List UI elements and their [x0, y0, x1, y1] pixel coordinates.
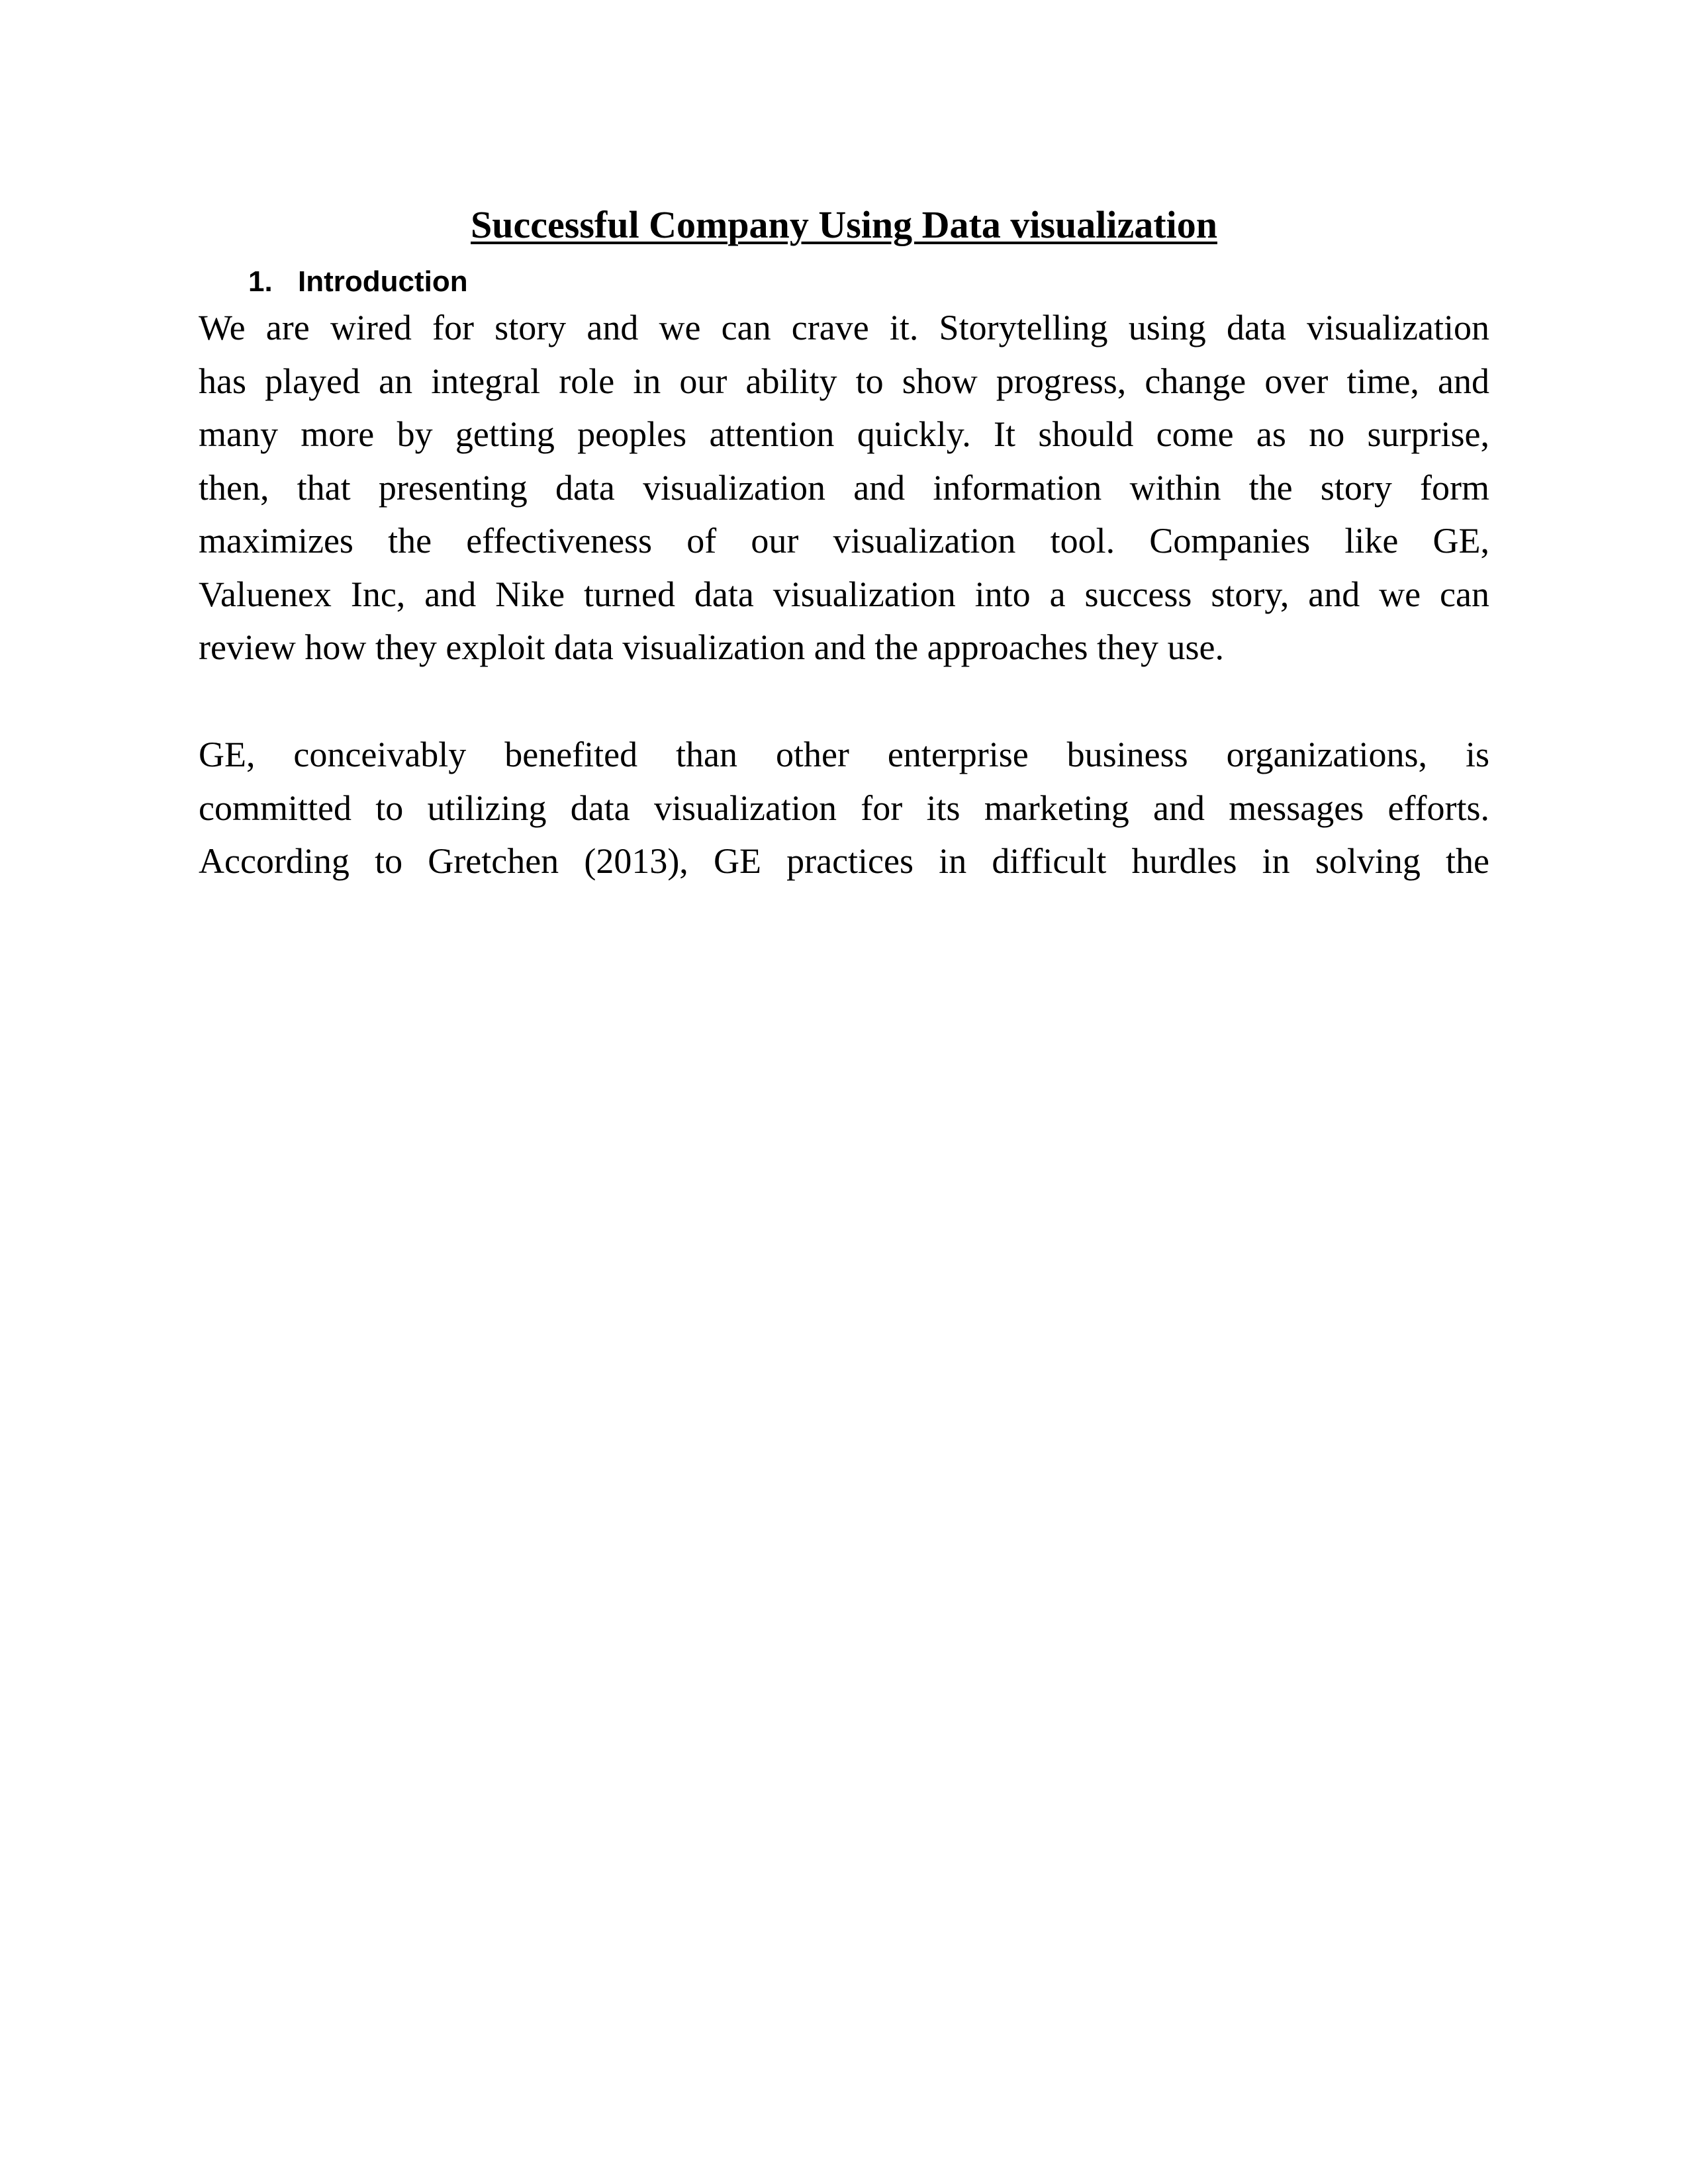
paragraph-line: has played an integral role in our ability to show progress, change over time, and: [199, 361, 1489, 401]
section-heading-text: Introduction: [298, 265, 468, 298]
section-number: 1.: [248, 265, 273, 298]
section-heading: [248, 263, 468, 300]
paragraph-line: review how they exploit data visualization and the approaches they use.: [199, 627, 1224, 667]
paragraph-line: many more by getting peoples attention quickly. It should come as no surprise,: [199, 414, 1489, 454]
paragraph-line: We are wired for story and we can crave it. Storytelling using data visualization: [199, 308, 1489, 347]
paragraph-line: Valuenex Inc, and Nike turned data visualization into a success story, and we can: [199, 574, 1489, 614]
paragraph-line: committed to utilizing data visualization for its marketing and messages efforts.: [199, 788, 1489, 828]
document-title: Successful Company Using Data visualization: [471, 203, 1217, 246]
paragraph-introduction: [199, 301, 1489, 674]
paragraph-line: maximizes the effectiveness of our visualization tool. Companies like GE,: [199, 521, 1489, 561]
paragraph-ge: [199, 728, 1489, 888]
paragraph-line: According to Gretchen (2013), GE practices in difficult hurdles in solving the: [199, 841, 1489, 881]
paragraph-line: then, that presenting data visualization and information within the story form: [199, 467, 1489, 508]
paragraph-line: GE, conceivably benefited than other enterprise business organizations, is: [199, 735, 1489, 774]
